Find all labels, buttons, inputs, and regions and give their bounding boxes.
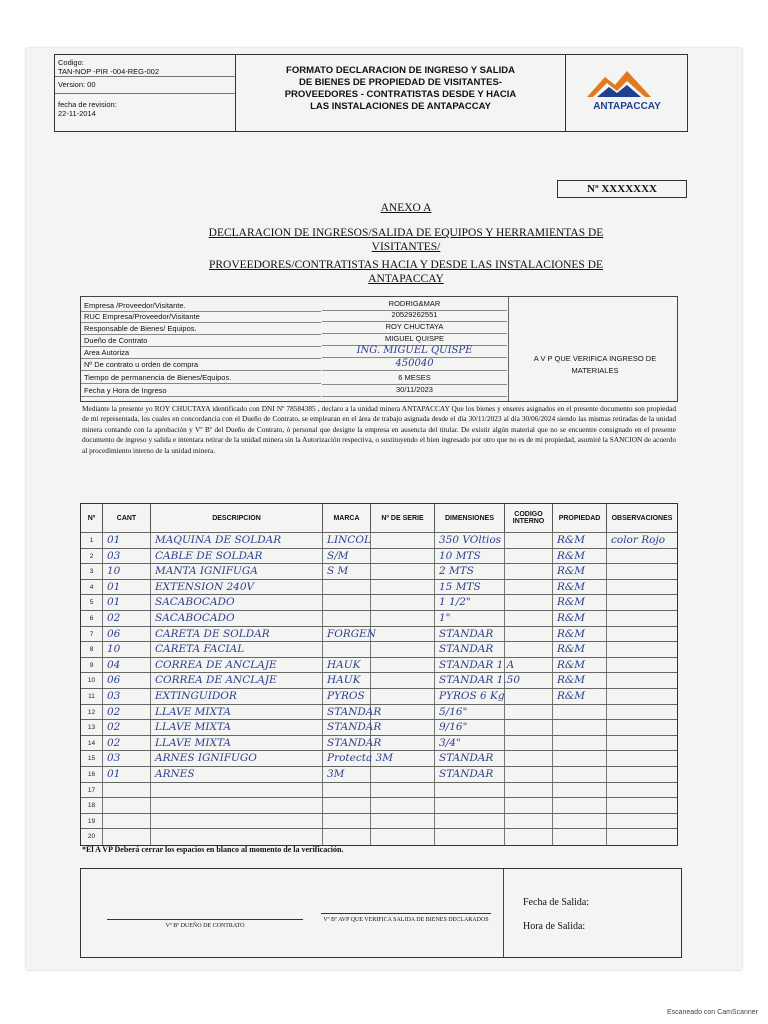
- declaration-title-line: DECLARACION DE INGRESOS/SALIDA DE EQUIPOS Y HERRAMIENTAS DE: [208, 227, 604, 239]
- cell-cant: 01: [103, 767, 151, 783]
- signature-line: [107, 919, 303, 920]
- cell-prop: R&M: [553, 580, 607, 596]
- cell-serie: [371, 533, 435, 549]
- cell-desc: [151, 829, 323, 845]
- cell-desc: LLAVE MIXTA: [151, 720, 323, 736]
- cell-cant: 02: [103, 720, 151, 736]
- cell-dim: [435, 798, 505, 814]
- cell-n: 15: [81, 751, 103, 767]
- cell-cant: 10: [103, 564, 151, 580]
- signature-line: [321, 913, 491, 914]
- cell-desc: EXTENSION 240V: [151, 580, 323, 596]
- cell-marca: [323, 783, 371, 799]
- cell-dim: 10 MTS: [435, 549, 505, 565]
- cell-cant: 03: [103, 549, 151, 565]
- cell-marca: [323, 580, 371, 596]
- cell-marca: STANDAR: [323, 720, 371, 736]
- cell-obs: [607, 611, 677, 627]
- cell-obs: [607, 767, 677, 783]
- info-label: RUC Empresa/Proveedor/Visitante: [81, 312, 321, 323]
- cell-prop: [553, 829, 607, 845]
- codigo-label: Codigo:: [58, 58, 84, 67]
- cell-dim: STANDAR: [435, 751, 505, 767]
- col-header: Nº DE SERIE: [371, 504, 435, 532]
- cell-marca: FORGEN: [323, 627, 371, 643]
- table-row: [81, 672, 677, 689]
- cell-marca: Protecta 3M: [323, 751, 371, 767]
- cell-desc: SACABOCADO: [151, 611, 323, 627]
- cell-cod: [505, 736, 553, 752]
- table-row: [81, 828, 677, 845]
- info-table: [80, 296, 678, 402]
- cell-prop: R&M: [553, 689, 607, 705]
- info-label: Dueño de Contrato: [81, 336, 321, 347]
- cell-cod: [505, 767, 553, 783]
- cell-serie: [371, 736, 435, 752]
- cell-desc: CARETA FACIAL: [151, 642, 323, 658]
- cell-dim: 15 MTS: [435, 580, 505, 596]
- fecha-salida-label: Fecha de Salida:: [523, 897, 590, 908]
- signature-label: Vº Bº AVP QUE VERIFICA SALIDA DE BIENES DECLARADOS: [323, 917, 489, 923]
- fecha-value: 22-11-2014: [58, 109, 96, 118]
- cell-cod: [505, 720, 553, 736]
- cell-prop: R&M: [553, 673, 607, 689]
- codigo-value: TAN-NOP -PIR -004-REG-002: [58, 67, 159, 76]
- table-row: [81, 813, 677, 830]
- annex-title: ANEXO A: [380, 202, 432, 214]
- table-row: [81, 688, 677, 705]
- table-row: [81, 750, 677, 767]
- cell-prop: R&M: [553, 627, 607, 643]
- cell-desc: MANTA IGNIFUGA: [151, 564, 323, 580]
- cell-marca: S M: [323, 564, 371, 580]
- cell-marca: STANDAR: [323, 705, 371, 721]
- cell-dim: 1": [435, 611, 505, 627]
- cell-serie: [371, 829, 435, 845]
- antapaccay-logo: [567, 55, 687, 131]
- header-title-line: FORMATO DECLARACION DE INGRESO Y SALIDA: [286, 65, 515, 76]
- cell-cod: [505, 595, 553, 611]
- cell-obs: [607, 783, 677, 799]
- cell-serie: [371, 720, 435, 736]
- cell-cant: 10: [103, 642, 151, 658]
- cell-cod: [505, 751, 553, 767]
- info-value: MIGUEL QUISPE: [322, 334, 507, 346]
- cell-n: 10: [81, 673, 103, 689]
- cell-cod: [505, 549, 553, 565]
- cell-cant: 02: [103, 611, 151, 627]
- cell-serie: [371, 767, 435, 783]
- header-title-line: LAS INSTALACIONES DE ANTAPACCAY: [310, 101, 491, 112]
- document-number: Nº XXXXXXX: [557, 180, 687, 198]
- verification-note: *El A VP Deberá cerrar los espacios en blanco al momento de la verificación.: [82, 845, 344, 854]
- cell-serie: [371, 580, 435, 596]
- table-row: [81, 563, 677, 580]
- table-row: [81, 532, 677, 549]
- cell-cod: [505, 829, 553, 845]
- cell-marca: PYROS: [323, 689, 371, 705]
- cell-obs: [607, 720, 677, 736]
- cell-cant: 02: [103, 705, 151, 721]
- cell-prop: [553, 736, 607, 752]
- cell-n: 13: [81, 720, 103, 736]
- cell-n: 6: [81, 611, 103, 627]
- cell-desc: ARNES IGNIFUGO: [151, 751, 323, 767]
- cell-dim: 5/16": [435, 705, 505, 721]
- cell-obs: [607, 736, 677, 752]
- cell-prop: R&M: [553, 595, 607, 611]
- cell-marca: S/M: [323, 549, 371, 565]
- cell-obs: [607, 595, 677, 611]
- items-table: [80, 503, 678, 846]
- cell-n: 16: [81, 767, 103, 783]
- cell-desc: LLAVE MIXTA: [151, 705, 323, 721]
- cell-serie: [371, 689, 435, 705]
- cell-serie: [371, 673, 435, 689]
- signature-footer: [80, 868, 682, 958]
- table-row: [81, 704, 677, 721]
- table-row: [81, 548, 677, 565]
- cell-prop: [553, 751, 607, 767]
- declaration-title-line: PROVEEDORES/CONTRATISTAS HACIA Y DESDE LAS INSTALACIONES DE: [208, 259, 604, 271]
- cell-n: 20: [81, 829, 103, 845]
- info-value-handwritten: 450040: [322, 359, 507, 371]
- cell-cod: [505, 673, 553, 689]
- cell-n: 5: [81, 595, 103, 611]
- cell-obs: color Rojo: [611, 534, 666, 546]
- declaration-title-line: ANTAPACCAY: [368, 273, 444, 285]
- cell-dim: STANDAR: [435, 627, 505, 643]
- scanner-watermark: Escaneado con CamScanner: [666, 1009, 758, 1016]
- cell-dim: [435, 783, 505, 799]
- cell-prop: R&M: [553, 642, 607, 658]
- cell-obs: [607, 580, 677, 596]
- header-title-line: DE BIENES DE PROPIEDAD DE VISITANTES-: [298, 77, 503, 88]
- info-value: RODRIG&MAR: [322, 299, 507, 311]
- cell-obs: [607, 549, 677, 565]
- cell-dim: STANDAR 1 A: [435, 658, 505, 674]
- cell-dim: [435, 829, 505, 845]
- hora-salida-label: Hora de Salida:: [523, 921, 586, 932]
- table-row: [81, 641, 677, 658]
- cell-cod: [505, 658, 553, 674]
- cell-cod: [505, 580, 553, 596]
- cell-cant: [103, 798, 151, 814]
- table-row: [81, 626, 677, 643]
- cell-cant: 06: [103, 627, 151, 643]
- cell-prop: [553, 767, 607, 783]
- cell-cant: 02: [103, 736, 151, 752]
- cell-cod: [505, 564, 553, 580]
- cell-cant: 01: [103, 595, 151, 611]
- cell-cant: 06: [103, 673, 151, 689]
- cell-cant: 03: [103, 689, 151, 705]
- col-header: DIMENSIONES: [435, 504, 505, 532]
- cell-desc: LLAVE MIXTA: [151, 736, 323, 752]
- cell-cant: 04: [103, 658, 151, 674]
- cell-n: 18: [81, 798, 103, 814]
- cell-desc: [151, 783, 323, 799]
- cell-cod: [505, 783, 553, 799]
- cell-dim: 2 MTS: [435, 564, 505, 580]
- info-value-handwritten: ING. MIGUEL QUISPE: [322, 346, 507, 358]
- info-value: 30/11/2023: [322, 385, 507, 397]
- cell-serie: [371, 611, 435, 627]
- cell-obs: [607, 564, 677, 580]
- form-header: [54, 54, 688, 132]
- cell-cod: [505, 611, 553, 627]
- table-row: [81, 797, 677, 814]
- header-codes: [55, 55, 236, 131]
- cell-desc: ARNES: [151, 767, 323, 783]
- cell-prop: [553, 798, 607, 814]
- cell-prop: R&M: [553, 611, 607, 627]
- cell-cod: [505, 705, 553, 721]
- cell-cod: [505, 642, 553, 658]
- cell-obs: [607, 705, 677, 721]
- cell-marca: LINCOL: [323, 533, 371, 549]
- cell-marca: STANDAR: [323, 736, 371, 752]
- cell-desc: CABLE DE SOLDAR: [151, 549, 323, 565]
- cell-desc: SACABOCADO: [151, 595, 323, 611]
- cell-desc: CORREA DE ANCLAJE: [151, 673, 323, 689]
- table-row: [81, 719, 677, 736]
- cell-obs: [607, 642, 677, 658]
- cell-n: 1: [81, 533, 103, 549]
- cell-marca: HAUK: [323, 673, 371, 689]
- cell-obs: [607, 658, 677, 674]
- info-label: Nº De contrato u orden de compra: [81, 360, 321, 371]
- cell-serie: [371, 564, 435, 580]
- cell-serie: [371, 798, 435, 814]
- cell-serie: [371, 642, 435, 658]
- cell-obs: [607, 751, 677, 767]
- cell-desc: EXTINGUIDOR: [151, 689, 323, 705]
- cell-prop: [553, 705, 607, 721]
- cell-cod: [505, 798, 553, 814]
- header-title: [236, 55, 566, 131]
- col-header: OBSERVACIONES: [611, 514, 673, 522]
- cell-cod: [505, 689, 553, 705]
- signature-label: Vº Bº DUEÑO DE CONTRATO: [165, 923, 245, 929]
- info-value: 20529262551: [322, 310, 507, 322]
- cell-serie: [371, 595, 435, 611]
- cell-cant: [103, 783, 151, 799]
- cell-prop: R&M: [553, 658, 607, 674]
- cell-prop: [553, 720, 607, 736]
- cell-n: 12: [81, 705, 103, 721]
- cell-n: 19: [81, 814, 103, 830]
- cell-n: 9: [81, 658, 103, 674]
- cell-dim: 1 1/2": [435, 595, 505, 611]
- avp-label: A V P QUE VERIFICA INGRESO DE MATERIALES: [533, 354, 657, 375]
- cell-serie: [371, 814, 435, 830]
- fecha-label: fecha de revision:: [58, 100, 117, 109]
- cell-prop: [553, 814, 607, 830]
- cell-n: 4: [81, 580, 103, 596]
- table-row: [81, 735, 677, 752]
- info-divider: [508, 297, 509, 401]
- cell-dim: 350 VOltios: [435, 533, 505, 549]
- info-value: ROY CHUCTAYA: [322, 322, 507, 334]
- cell-dim: STANDAR 1.50: [435, 673, 505, 689]
- col-header: PROPIEDAD: [553, 504, 607, 532]
- cell-marca: [323, 814, 371, 830]
- cell-prop: R&M: [553, 549, 607, 565]
- cell-marca: [323, 611, 371, 627]
- info-label: Responsable de Bienes/ Equipos.: [81, 324, 321, 335]
- cell-desc: [151, 798, 323, 814]
- table-row: [81, 782, 677, 799]
- table-row: [81, 766, 677, 783]
- cell-marca: [323, 798, 371, 814]
- cell-cod: [505, 814, 553, 830]
- cell-desc: MAQUINA DE SOLDAR: [151, 533, 323, 549]
- cell-serie: [371, 658, 435, 674]
- cell-dim: STANDAR: [435, 767, 505, 783]
- cell-obs: [607, 798, 677, 814]
- cell-n: 14: [81, 736, 103, 752]
- cell-serie: [371, 751, 435, 767]
- cell-desc: [151, 814, 323, 830]
- cell-prop: [553, 783, 607, 799]
- col-header: MARCA: [323, 504, 371, 532]
- cell-marca: [323, 829, 371, 845]
- cell-n: 2: [81, 549, 103, 565]
- cell-dim: [435, 814, 505, 830]
- table-row: [81, 579, 677, 596]
- declaration-paragraph: Mediante la presente yo ROY CHUCTAYA identificado con DNI Nº 78584385 , declaro a la unidad minera ANTAPACCAY Que los bienes y enseres asignados en el presente documento son propiedad de mi representada, los cuales en concordancia con el Dueño de Contrato, se emplearan en el área de trabajo asignada desde el día 30/11/2023 al día 30/06/2024 siendo las mismas retiradas de la unidad minera contando con la aprobación y Vº Bº del Dueño de Contrato, ó personal que designe la empresa en ausencia del titular. De existir algún material que no se encuentre consignado en el presente documento de ingreso y salida e intentara retirar de la unidad minera sin la Autorización respectiva, o sustituyendo el bien ingresado por otro que no es de mi propiedad, asumiré la SANCION de acuerdo al procedimiento interno de la unidad minera.: [82, 404, 676, 455]
- info-value: 6 MESES: [322, 373, 507, 385]
- mountain-logo-icon: [567, 55, 687, 131]
- table-row: [81, 657, 677, 674]
- cell-dim: 9/16": [435, 720, 505, 736]
- cell-desc: CARETA DE SOLDAR: [151, 627, 323, 643]
- cell-serie: [371, 627, 435, 643]
- info-label: Empresa /Proveedor/Visitante.: [81, 301, 321, 312]
- col-header: DESCRIPCION: [151, 504, 323, 532]
- cell-obs: [607, 814, 677, 830]
- cell-n: 7: [81, 627, 103, 643]
- col-header: CODIGO INTERNO: [505, 504, 553, 532]
- declaration-title-line: VISITANTES/: [371, 241, 441, 253]
- brand-name: ANTAPACCAY: [593, 101, 661, 112]
- cell-marca: [323, 595, 371, 611]
- cell-cant: [103, 814, 151, 830]
- version-text: Version: 00: [55, 77, 235, 94]
- cell-cod: [505, 533, 553, 549]
- cell-obs: [607, 689, 677, 705]
- cell-cant: 01: [103, 580, 151, 596]
- col-header: Nº: [81, 504, 103, 532]
- info-label: Fecha y Hora de Ingreso: [81, 386, 321, 397]
- table-row: [81, 594, 677, 611]
- cell-prop: R&M: [553, 533, 607, 549]
- cell-serie: [371, 705, 435, 721]
- cell-marca: 3M: [323, 767, 371, 783]
- cell-dim: 3/4": [435, 736, 505, 752]
- footer-divider: [503, 869, 504, 957]
- cell-n: 11: [81, 689, 103, 705]
- info-label: Area Autoriza: [81, 348, 321, 359]
- header-title-line: PROVEEDORES - CONTRATISTAS DESDE Y HACIA: [284, 89, 517, 100]
- cell-n: 8: [81, 642, 103, 658]
- table-row: [81, 610, 677, 627]
- cell-dim: PYROS 6 Kg: [435, 689, 505, 705]
- cell-cant: 03: [103, 751, 151, 767]
- cell-desc: CORREA DE ANCLAJE: [151, 658, 323, 674]
- cell-obs: [607, 673, 677, 689]
- cell-cant: [103, 829, 151, 845]
- cell-cod: [505, 627, 553, 643]
- cell-n: 3: [81, 564, 103, 580]
- cell-obs: [607, 829, 677, 845]
- cell-cant: 01: [103, 533, 151, 549]
- cell-n: 17: [81, 783, 103, 799]
- info-label: Tiempo de permanencia de Bienes/Equipos.: [81, 373, 321, 384]
- cell-serie: [371, 549, 435, 565]
- col-header: CANT: [103, 504, 151, 532]
- cell-marca: HAUK: [323, 658, 371, 674]
- cell-marca: [323, 642, 371, 658]
- cell-obs: [607, 627, 677, 643]
- cell-serie: [371, 783, 435, 799]
- cell-prop: R&M: [553, 564, 607, 580]
- cell-dim: STANDAR: [435, 642, 505, 658]
